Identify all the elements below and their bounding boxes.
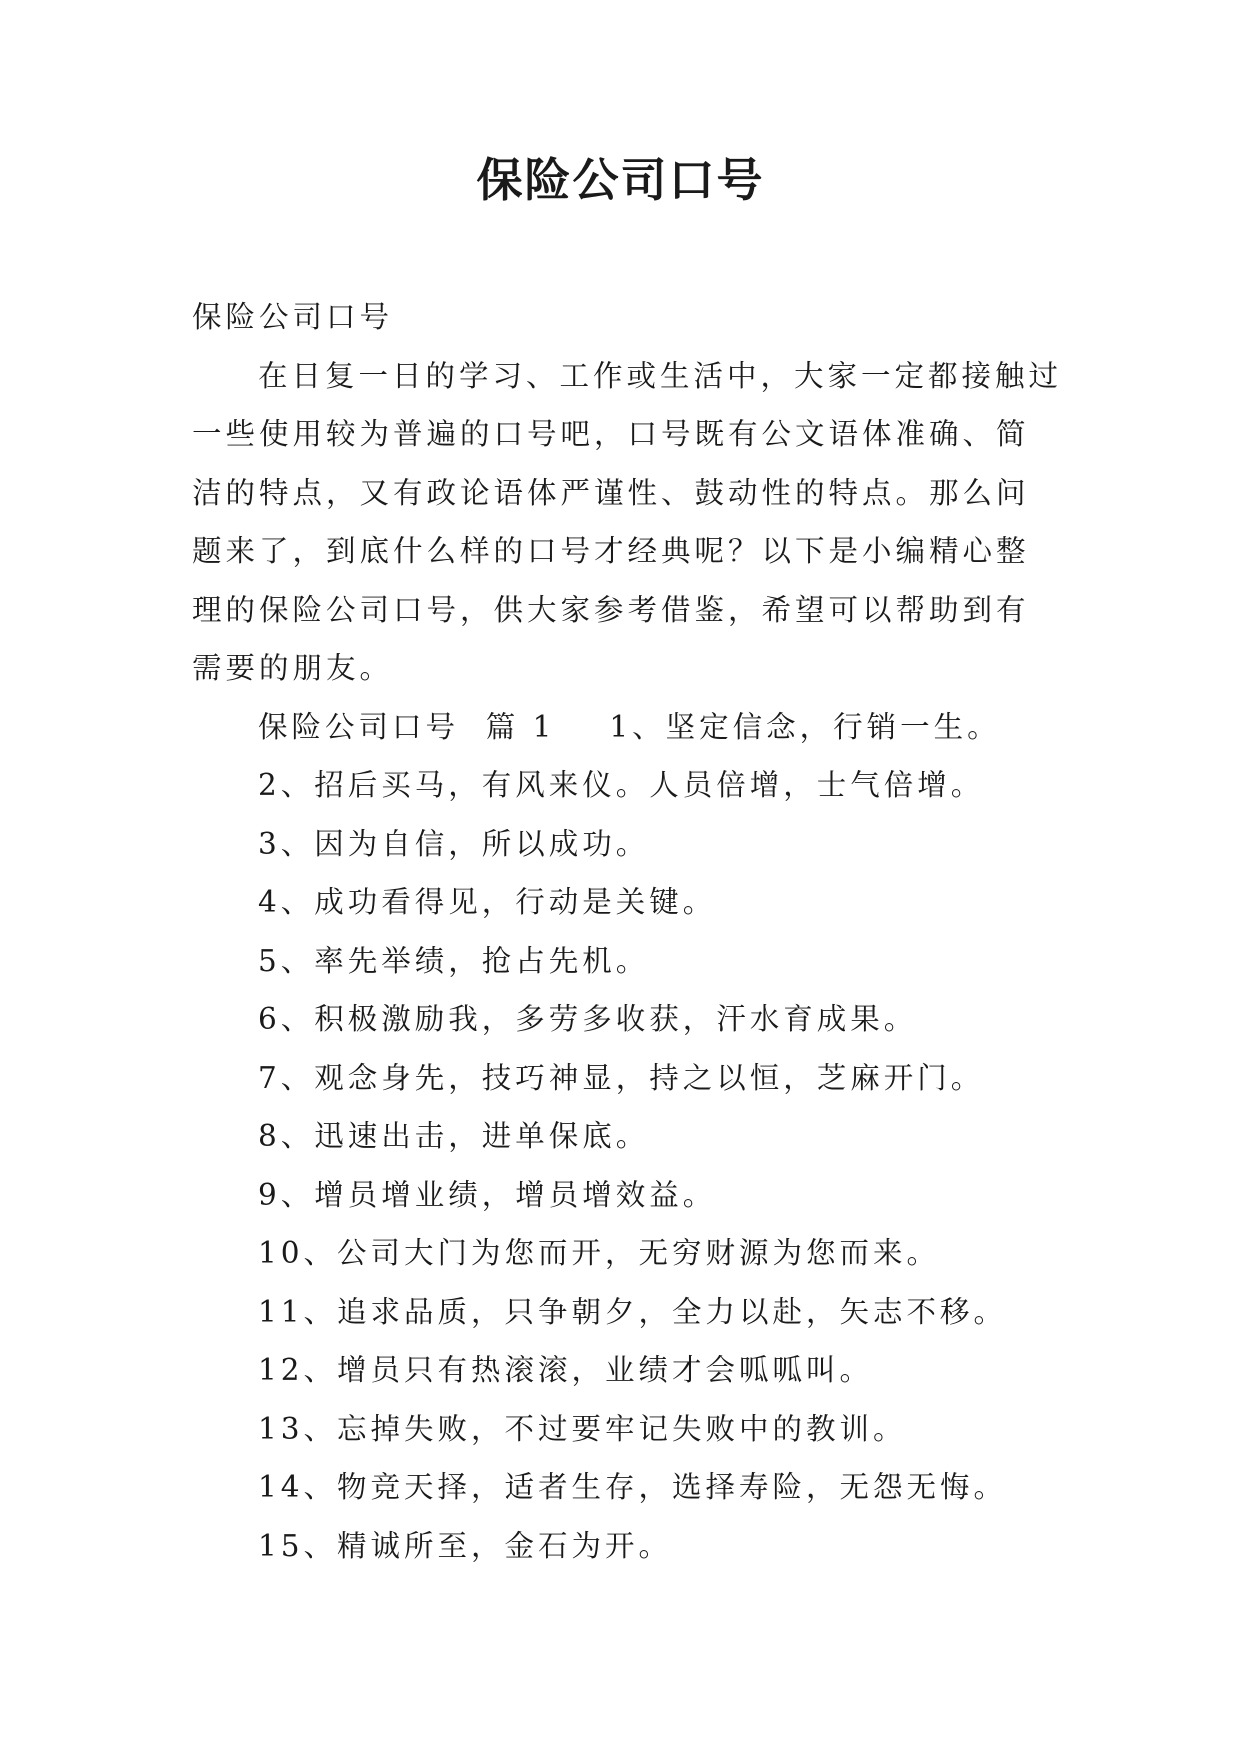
list-item: 5、率先举绩，抢占先机。	[258, 943, 650, 978]
list-item: 8、迅速出击，进单保底。	[258, 1119, 650, 1153]
list-item: 13、忘掉失败，不过要牢记失败中的教训。	[258, 1411, 907, 1446]
slogan-text: 1、坚定信念，行销一生。	[609, 709, 1001, 744]
list-item: 4、成功看得见，行动是关键。	[258, 885, 717, 919]
list-item: 12、增员只有热滚滚，业绩才会呱呱叫。	[258, 1353, 874, 1387]
list-item: 6、积极激励我，多劳多收获，汗水育成果。	[258, 1002, 918, 1036]
list-item: 10、公司大门为您而开，无穷财源为您而来。	[258, 1236, 941, 1270]
document-body	[192, 288, 1062, 1575]
list-item: 3、因为自信，所以成功。	[258, 826, 650, 861]
intro-paragraph: 在日复一日的学习、工作或生活中，大家一定都接触过一些使用较为普遍的口号吧，口号既有公文语体准确、简洁的特点，又有政论语体严谨性、鼓动性的特点。那么问题来了，到底什么样的口号才经典呢？以下是小编精心整理的保险公司口号，供大家参考借鉴，希望可以帮助到有需要的朋友。	[192, 358, 1063, 685]
document-subtitle: 保险公司口号	[192, 300, 394, 334]
list-item: 2、招后买马，有风来仪。人员倍增，士气倍增。	[258, 768, 985, 802]
list-item	[192, 698, 1062, 757]
list-item: 14、物竞天择，适者生存，选择寿险，无怨无悔。	[258, 1470, 1008, 1504]
document-title: 保险公司口号	[476, 153, 765, 207]
list-item: 9、增员增业绩，增员增效益。	[258, 1177, 717, 1212]
list-item: 11、追求品质，只争朝夕，全力以赴，矢志不移。	[258, 1294, 1008, 1329]
list-item: 7、观念身先，技巧神显，持之以恒，芝麻开门。	[258, 1060, 985, 1095]
list-item: 15、精诚所至，金石为开。	[258, 1528, 673, 1563]
section-heading: 保险公司口号 篇 1	[258, 709, 556, 744]
slogan-list	[192, 698, 1062, 1576]
